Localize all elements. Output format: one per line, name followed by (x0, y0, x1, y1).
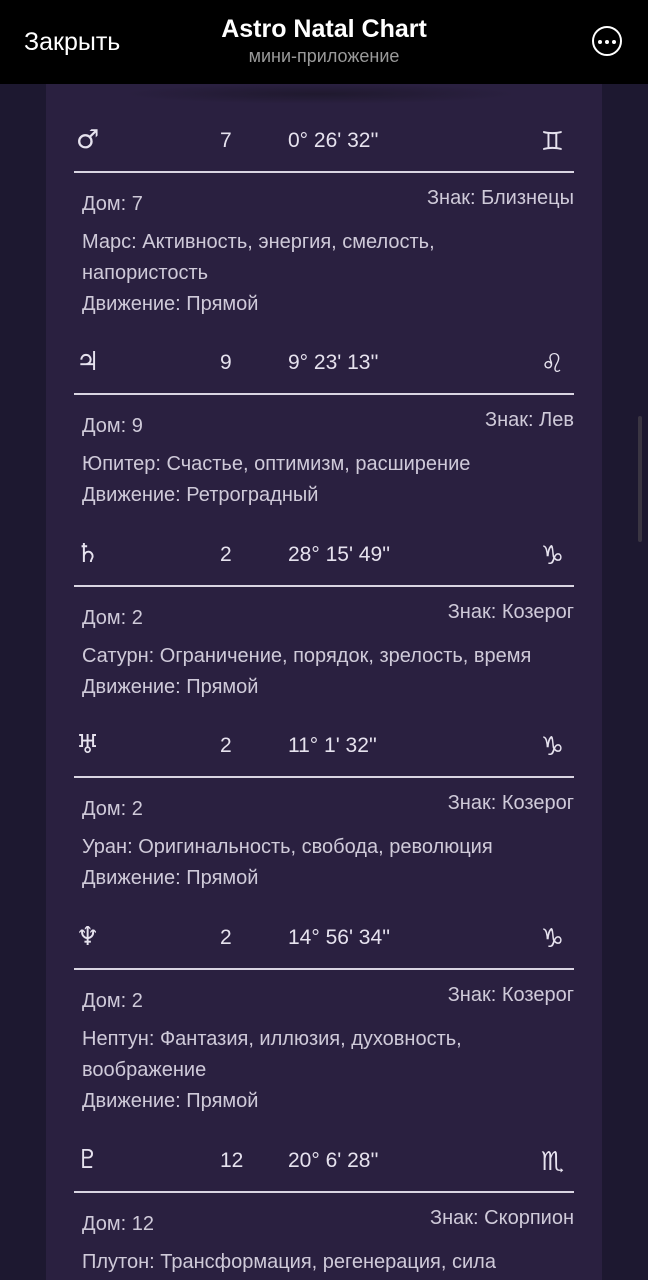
planet-info (74, 173, 574, 320)
planet-info (74, 587, 574, 703)
planet-info (74, 1193, 574, 1278)
pluto-icon: ♇ (76, 1145, 100, 1175)
app-title: Astro Natal Chart (221, 15, 427, 43)
panel-shadow (120, 84, 520, 104)
top-bar (0, 0, 648, 84)
planet-description: Сатурн: Ограничение, порядок, зрелость, время (82, 645, 532, 667)
degree-value: 28° 15' 49'' (288, 543, 391, 566)
house-number: 12 (220, 1149, 244, 1172)
saturn-icon: ♄ (76, 539, 100, 569)
title-block (0, 14, 648, 68)
planet-header-row (74, 916, 574, 970)
degree-value: 14° 56' 34'' (288, 926, 391, 949)
planet-description: Юпитер: Счастье, оптимизм, расширение (82, 453, 471, 475)
house-number: 2 (220, 734, 232, 757)
degree-value: 9° 23' 13'' (288, 351, 379, 374)
neptune-icon: ♆ (76, 922, 100, 952)
sign-label: Знак: Скорпион (430, 1207, 574, 1229)
capricorn-icon: ♑ (540, 732, 564, 762)
house-number: 9 (220, 351, 232, 374)
house-label: Дом: 2 (82, 607, 143, 629)
house-label: Дом: 9 (82, 415, 143, 437)
house-number: 2 (220, 543, 232, 566)
planet-header-row (74, 119, 574, 173)
planet-info (74, 778, 574, 894)
sign-label: Знак: Козерог (447, 601, 574, 623)
planet-header-row (74, 1139, 574, 1193)
scorpio-icon: ♏ (540, 1147, 564, 1177)
degree-value: 20° 6' 28'' (288, 1149, 379, 1172)
house-label: Дом: 2 (82, 798, 143, 820)
planet-card-jupiter (74, 341, 574, 511)
planet-card-pluto (74, 1139, 574, 1278)
planet-description: Нептун: Фантазия, иллюзия, духовность, воображение (82, 1028, 462, 1081)
dot (605, 40, 609, 44)
page-margin-left (0, 84, 46, 1280)
house-label: Дом: 2 (82, 990, 143, 1012)
planet-header-row (74, 724, 574, 778)
dot (598, 40, 602, 44)
close-button[interactable]: Закрыть (24, 28, 121, 56)
planet-description: Уран: Оригинальность, свобода, революция (82, 836, 493, 858)
dot (612, 40, 616, 44)
app-subtitle: мини-приложение (248, 46, 400, 66)
capricorn-icon: ♑ (540, 541, 564, 571)
house-number: 7 (220, 129, 232, 152)
sign-label: Знак: Лев (485, 409, 574, 431)
planet-card-saturn (74, 533, 574, 703)
degree-value: 0° 26' 32'' (288, 129, 379, 152)
planet-header-row (74, 533, 574, 587)
planet-card-uranus (74, 724, 574, 894)
planet-header-row (74, 341, 574, 395)
motion-label: Движение: Прямой (82, 867, 259, 889)
planet-card-mars (74, 119, 574, 320)
planet-info (74, 970, 574, 1117)
degree-value: 11° 1' 32'' (288, 734, 377, 757)
page-margin-right (602, 84, 648, 1280)
planet-description: Марс: Активность, энергия, смелость, напористость (82, 231, 435, 284)
motion-label: Движение: Прямой (82, 1090, 259, 1112)
sign-label: Знак: Козерог (447, 984, 574, 1006)
house-label: Дом: 12 (82, 1213, 155, 1235)
scrollbar[interactable] (638, 416, 642, 542)
sign-label: Знак: Близнецы (426, 187, 574, 209)
planet-info (74, 395, 574, 511)
leo-icon: ♌ (540, 349, 564, 379)
capricorn-icon: ♑ (540, 924, 564, 954)
mars-icon: ♂ (76, 125, 100, 155)
more-horizontal-icon[interactable] (592, 26, 622, 56)
motion-label: Движение: Прямой (82, 676, 259, 698)
uranus-icon: ♅ (76, 730, 100, 760)
sign-label: Знак: Козерог (447, 792, 574, 814)
house-number: 2 (220, 926, 232, 949)
gemini-icon: ♊ (540, 127, 564, 157)
house-label: Дом: 7 (82, 193, 143, 215)
motion-label: Движение: Прямой (82, 293, 259, 315)
jupiter-icon: ♃ (76, 347, 100, 377)
planet-description: Плутон: Трансформация, регенерация, сила (82, 1251, 496, 1273)
planet-card-neptune (74, 916, 574, 1117)
motion-label: Движение: Ретроградный (82, 484, 319, 506)
